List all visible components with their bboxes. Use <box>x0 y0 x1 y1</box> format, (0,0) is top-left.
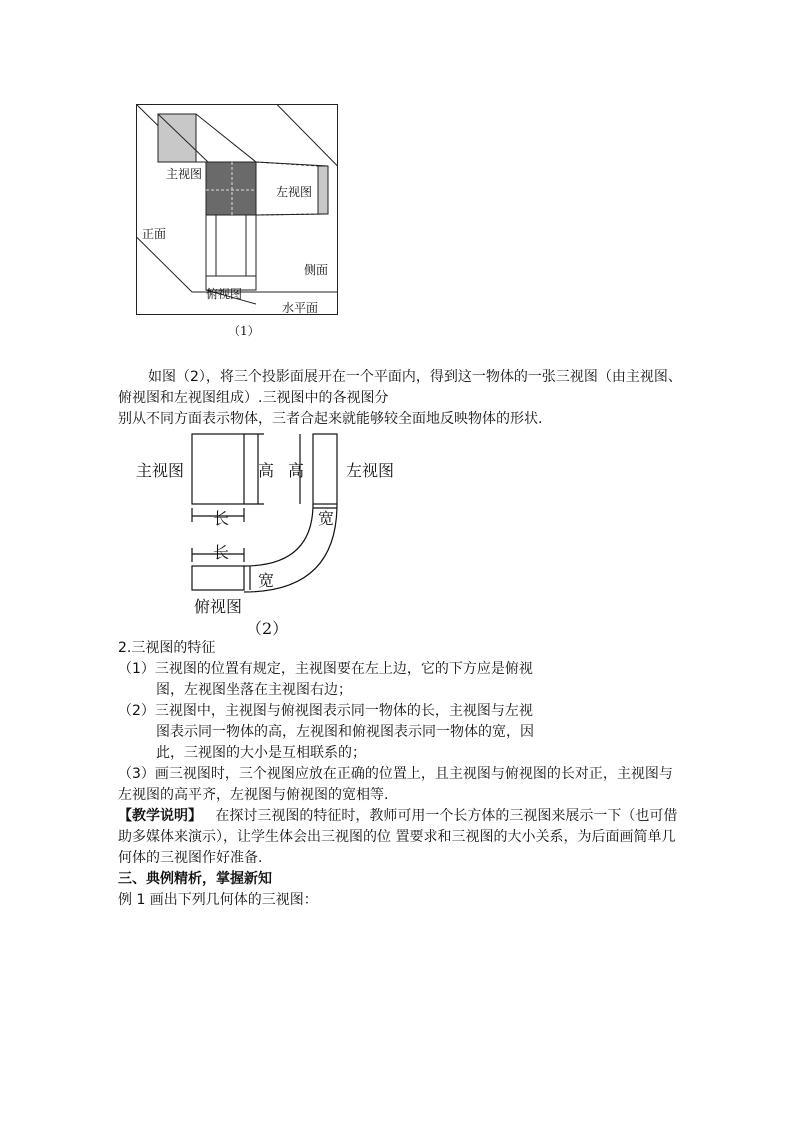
teaching-tag: 【教学说明】 <box>118 808 202 824</box>
fig2-chang-1: 长 <box>213 509 230 528</box>
fig2-gao-1: 高 <box>258 461 275 480</box>
example-1: 例 1 画出下列几何体的三视图： <box>118 892 318 908</box>
fig1-label-side: 侧面 <box>304 263 329 277</box>
section2-item2-line2: 图表示同一物体的高，左视图和俯视图表示同一物体的宽，因 <box>156 724 534 740</box>
fig1-label-horizontal: 水平面 <box>282 301 319 315</box>
teaching-line1 <box>118 806 677 826</box>
teaching-text-1: 在探讨三视图的特征时，教师可用一个长方体的三视图来展示一下（也可借 <box>215 808 678 824</box>
fig2-gao-2: 高 <box>288 461 305 480</box>
section2-item2-line1: （2）三视图中，主视图与俯视图表示同一物体的长，主视图与左视 <box>118 703 533 719</box>
fig1-label-left: 左视图 <box>276 185 313 199</box>
fig2-kuan-1: 宽 <box>318 509 335 528</box>
section2-item2-line3: 此，三视图的大小是互相联系的； <box>156 745 366 761</box>
fig1-label-main: 主视图 <box>166 167 203 181</box>
para1-line1: 如图（2），将三个投影面展开在一个平面内，得到这一物体的一张三视图（由主视图、 <box>148 369 682 385</box>
fig1-caption: （1） <box>228 324 260 338</box>
section3-heading: 三、典例精析，掌握新知 <box>118 871 272 887</box>
section2-item3-line2: 左视图的高平齐，左视图与俯视图的宽相等. <box>118 787 389 803</box>
fig2-label-left: 左视图 <box>346 461 395 480</box>
fig2-label-top: 俯视图 <box>194 597 243 616</box>
para1-line3: 别从不同方面表示物体，三者合起来就能够较全面地反映物体的形状. <box>118 411 543 427</box>
section2-item3-line1: （3）画三视图时，三个视图应放在正确的位置上，且主视图与俯视图的长对正，主视图与 <box>118 766 673 782</box>
fig1-label-front: 正面 <box>142 227 167 241</box>
para1-line2: 俯视图和左视图组成）.三视图中的各视图分 <box>118 390 389 406</box>
teaching-line3: 何体的三视图作好准备. <box>118 850 263 866</box>
teaching-line2: 助多媒体来演示），让学生体会出三视图的位 置要求和三视图的大小关系，为后面画简单几 <box>118 829 676 845</box>
fig1-label-top: 俯视图 <box>206 287 243 301</box>
figure-2-three-views <box>130 430 410 640</box>
section2-heading: 2.三视图的特征 <box>118 640 216 656</box>
fig2-kuan-2: 宽 <box>258 571 275 590</box>
fig2-label-main: 主视图 <box>136 461 185 480</box>
section2-item1-line1: （1）三视图的位置有规定，主视图要在左上边，它的下方应是俯视 <box>118 661 533 677</box>
figure-1-projection-box <box>136 104 340 340</box>
section2-item1-line2: 图，左视图坐落在主视图右边； <box>156 682 352 698</box>
fig2-chang-2: 长 <box>213 543 230 562</box>
fig2-caption: （2） <box>246 619 289 638</box>
